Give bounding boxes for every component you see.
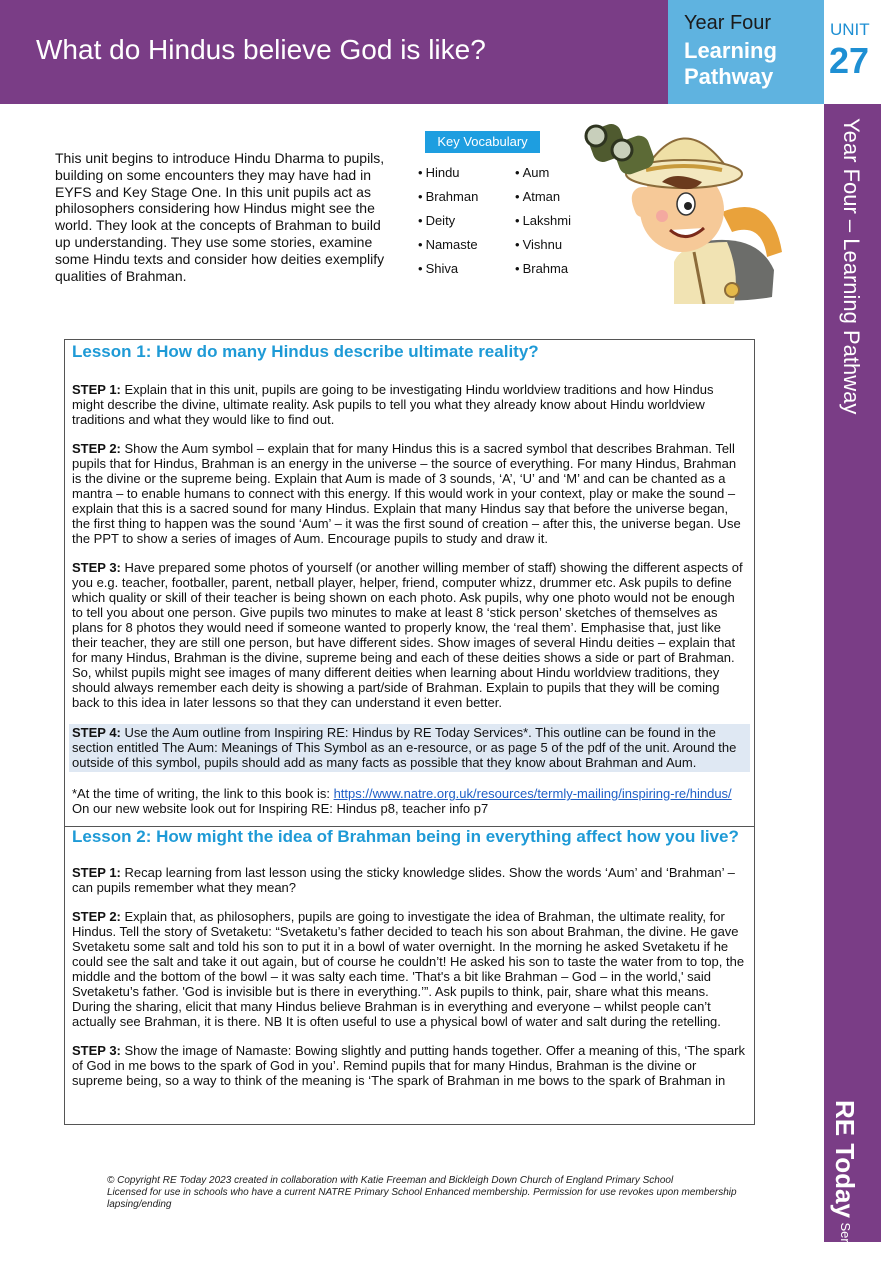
step-label: STEP 4: (72, 725, 121, 740)
step-text: Explain that in this unit, pupils are going to be investigating Hindu worldview traditions and how Hindus might describe the divine, ultimate reality. Ask pupils to tell you what they already know about Hindu worldview traditions and what they would like to find out. (72, 382, 714, 427)
logo-main-text: RE Today (830, 1100, 860, 1218)
lesson-2-step-2 (72, 909, 747, 1029)
vocab-item: • Lakshmi (515, 212, 571, 236)
side-strip-text: Year Four – Learning Pathway (839, 118, 864, 415)
step-label: STEP 3: (72, 1043, 121, 1058)
vocab-item: • Brahma (515, 260, 571, 284)
lesson-1-step-4 (69, 724, 750, 772)
step-label: STEP 3: (72, 560, 121, 575)
vocab-item: • Shiva (418, 260, 478, 284)
vocab-item: • Vishnu (515, 236, 571, 260)
unit-label: UNIT (830, 20, 870, 39)
step-text: Recap learning from last lesson using the sticky knowledge slides. Show the words ‘Aum’ and ‘Brahman’ – can pupils remember what they mean? (72, 865, 735, 895)
step-label: STEP 2: (72, 909, 121, 924)
natre-resource-link[interactable]: https://www.natre.org.uk/resources/termly-mailing/inspiring-re/hindus/ (333, 786, 732, 801)
lesson-2-step-3 (72, 1043, 747, 1088)
unit-number: 27 (829, 40, 870, 81)
vocab-item: • Deity (418, 212, 478, 236)
step-text: Show the image of Namaste: Bowing slightly and putting hands together. Offer a meaning of this, ‘The spark of God in me bows to the spark of God in you’. Remind pupils that for many Hindus, Brahman is the divine or supreme being, so a way to think of the meaning is ‘The spark of Brahman in me bows to the spark of Brahman in (72, 1043, 746, 1088)
lesson-1-box (64, 339, 755, 827)
vocabulary-list-2 (515, 164, 571, 284)
unit-intro: This unit begins to introduce Hindu Dharma to pupils, building on some encounters they may have had in EYFS and Key Stage One. In this unit pupils act as philosophers considering how Hindus might see the world. They look at the concepts of Brahman to build up understanding. They use some stories, examine some Hindu texts and consider how deities exemplify qualities of Brahman. (55, 150, 385, 284)
year-label: Year Four (684, 12, 772, 34)
vocab-item: • Brahman (418, 188, 478, 212)
lesson-2-box (64, 826, 755, 1125)
lesson-1-step-1 (72, 382, 747, 427)
step-text: Use the Aum outline from Inspiring RE: Hindus by RE Today Services*. This outline can be found in the section entitled The Aum: Meanings of This Symbol as an e-resource, or as page 5 of the pdf of the unit. Around the outside of this symbol, pupils should add as many facts as possible that they know about Brahman and Aum. (72, 725, 737, 770)
pathway-label: Pathway (684, 64, 774, 89)
lesson-2-step-1 (72, 865, 747, 895)
step-label: STEP 1: (72, 382, 121, 397)
lesson-1-step-3 (72, 560, 747, 710)
lesson-1-step-2 (72, 441, 747, 546)
lesson-1-title: Lesson 1: How do many Hindus describe ultimate reality? (72, 342, 539, 361)
resource-note (72, 786, 747, 816)
step-text: Have prepared some photos of yourself (or another willing member of staff) showing the different aspects of you e.g. teacher, footballer, parent, netball player, helper, friend, computer whizz, drummer etc. Ask pupils to define which quality or skill of their teacher is being shown on each photo. Ask pupils, why one photo would not be enough to tell you about one person. Give pupils two minutes to make at least 8 ‘stick person’ sketches of themselves as plans for 8 photos they would need if someone wanted to properly know, the ‘real them’. Emphasise that, just like their teacher, they are still one person, but have different sides. Show images of several Hindu deities – explain that for many Hindus, Brahman is the divine, supreme being and each of these deities shows a side or part of Brahman. So, whilst pupils might see images of many different deities when learning about Hindu worldview traditions, they should always remember each deity is showing a part/side of Brahman. Explain to pupils that they will be coming back to this idea in later lessons so that they can understand it even better. (72, 560, 743, 710)
vocabulary-list-1 (418, 164, 478, 284)
vocab-item: • Atman (515, 188, 571, 212)
key-vocabulary-heading: Key Vocabulary (425, 131, 540, 153)
copyright-line: © Copyright RE Today 2023 created in collaboration with Katie Freeman and Bickleigh Down Church of England Primary School (107, 1175, 674, 1186)
page-title: What do Hindus believe God is like? (36, 34, 486, 65)
vocab-item: • Namaste (418, 236, 478, 260)
copyright-footer (107, 1175, 797, 1211)
learning-label: Learning (684, 38, 777, 63)
step-label: STEP 1: (72, 865, 121, 880)
note-prefix: *At the time of writing, the link to this book is: (72, 786, 334, 801)
lesson-2-title: Lesson 2: How might the idea of Brahman being in everything affect how you live? (72, 827, 739, 846)
step-text: Explain that, as philosophers, pupils are going to investigate the idea of Brahman, the ultimate reality, for Hindus. Tell the story of Svetaketu: “Svetaketu’s father decided to teach his son about Brahman, the divine. He gave Svetaketu some salt and told his son to put it in a bowl of water overnight. In the morning he asked Svetaketu if he could see the salt and take it out again, but of course he couldn’t! He asked his son to taste the water from to top, the middle and the bottom of the bowl – it was salty each time. 'That's a bit like Brahman – God – in the world,' said Svetaketu’s father. 'God is invisible but is there in everything.’”. Ask pupils to think, pair, share what this means. During the sharing, elicit that many Hindus believe Brahman is in everything and everyone – whilst people can’t actually see Brahman, it is there. NB It is often useful to use a physical bowl of water and salt during the retelling. (72, 909, 745, 1029)
license-line: Licensed for use in schools who have a current NATRE Primary School Enhanced membership. Permission for use revokes upon membership lapsing/ending (107, 1187, 737, 1210)
step-label: STEP 2: (72, 441, 121, 456)
note-line-2: On our new website look out for Inspiring RE: Hindus p8, teacher info p7 (72, 801, 489, 816)
vocab-item: • Hindu (418, 164, 478, 188)
vocab-item: • Aum (515, 164, 571, 188)
logo-sub-text: Services (838, 1222, 853, 1272)
step-text: Show the Aum symbol – explain that for many Hindus this is a sacred symbol that describes Brahman. Tell pupils that for Hindus, Brahman is an energy in the universe – the source of everything. For many Hindus, Brahman is the divine or the supreme being. Explain that Aum is made of 3 sounds, ‘A’, ‘U’ and ‘M’ and can be chanted as a mantra – to enable humans to connect with this energy. If this would work in your context, play or make the sound – explain that this is a sacred sound for many Hindus. Explain that many Hindus say that before the universe began, the first thing to happen was the sound ‘Aum’ – it was the first sound of creation – after this, the universe began. Use the PPT to show a series of images of Aum. Encourage pupils to study and draw it. (72, 441, 741, 546)
explorer-illustration (582, 92, 782, 304)
re-today-logo (832, 1100, 858, 1272)
